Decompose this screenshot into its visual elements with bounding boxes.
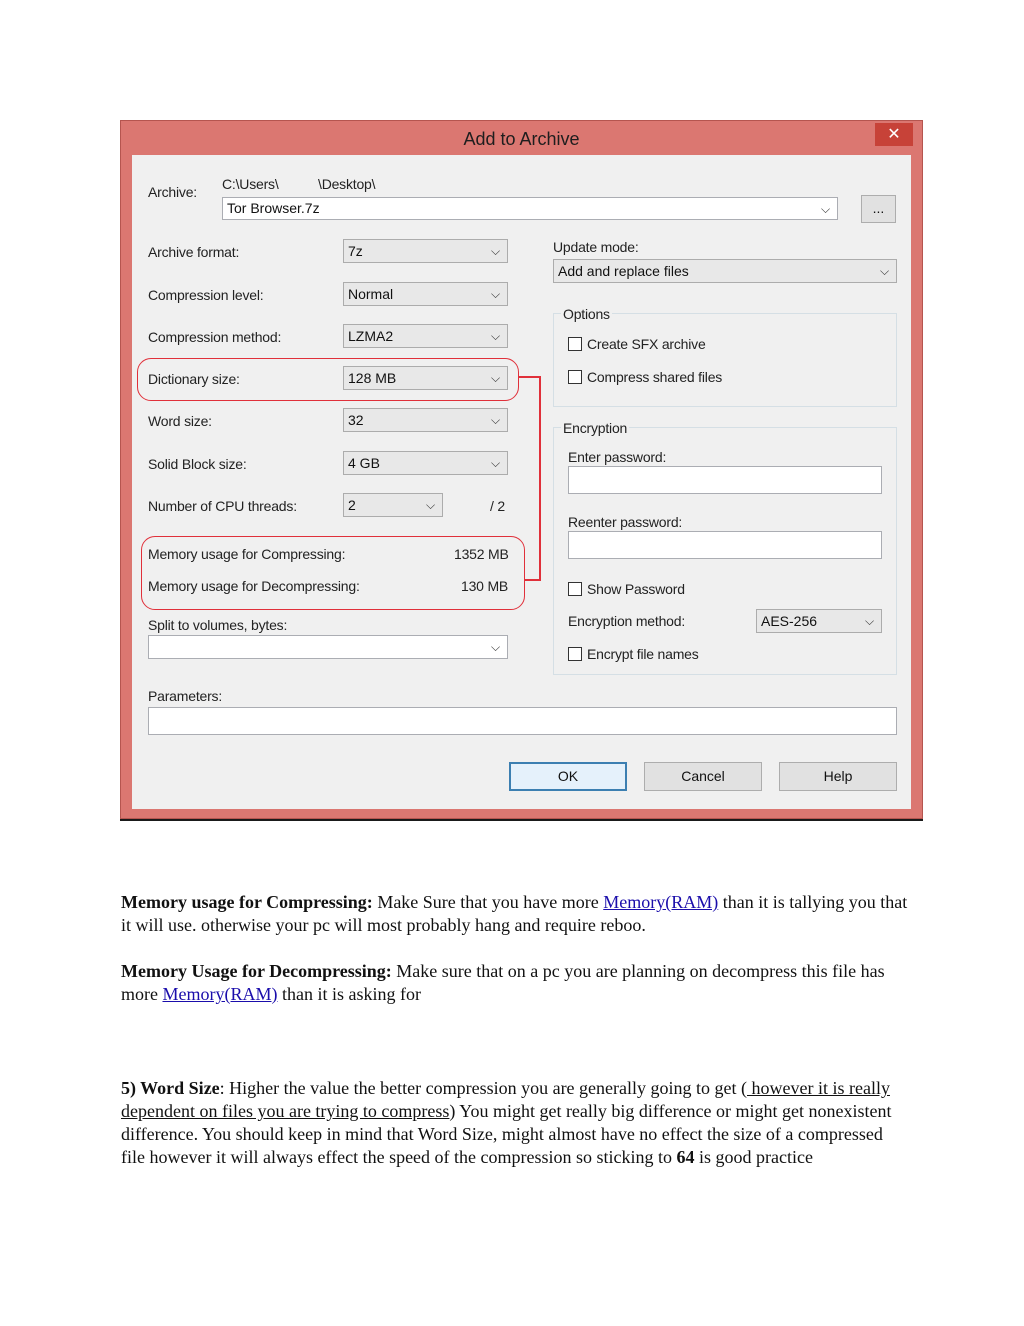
mem-decompress-value: 130 MB <box>461 578 509 594</box>
chevron-down-icon[interactable]: ⌵ <box>491 640 501 654</box>
chevron-down-icon: ⌵ <box>491 371 501 385</box>
compress-shared-label: Compress shared files <box>587 369 723 385</box>
options-group <box>553 313 897 407</box>
memory-usage-highlight <box>141 536 525 610</box>
enter-password-label: Enter password: <box>568 449 667 465</box>
reenter-password-label: Reenter password: <box>568 514 683 530</box>
encryption-method-value: AES-256 <box>761 613 818 629</box>
split-volumes-combo[interactable] <box>148 635 508 659</box>
cpu-threads-max: / 2 <box>490 498 505 514</box>
chevron-down-icon: ⌵ <box>491 413 501 427</box>
word-size-value: 32 <box>348 412 364 428</box>
annotation-connector <box>525 579 541 581</box>
show-password-label: Show Password <box>587 581 685 597</box>
screenshot-frame <box>120 120 923 821</box>
text-run: than it is tallying you that it will use. otherwise your pc will most probably hang and require reboo. <box>121 892 908 935</box>
chevron-down-icon: ⌵ <box>491 244 501 258</box>
options-group-label: Options <box>563 306 610 322</box>
reenter-password-input[interactable] <box>568 531 882 559</box>
cpu-threads-select[interactable] <box>343 493 443 517</box>
archive-name-combo[interactable] <box>222 197 838 220</box>
create-sfx-checkbox[interactable] <box>568 337 582 351</box>
show-password-checkbox[interactable] <box>568 582 582 596</box>
add-to-archive-dialog <box>120 120 923 819</box>
dictionary-size-highlight <box>137 358 519 401</box>
paragraph-memory-decompress <box>121 960 911 1006</box>
parameters-input[interactable] <box>148 707 897 735</box>
title-bar[interactable] <box>121 121 922 155</box>
create-sfx-label: Create SFX archive <box>587 336 706 352</box>
term-memory-compress: Memory usage for Compressing: <box>121 892 373 912</box>
archive-label: Archive: <box>148 184 197 200</box>
compress-shared-checkbox[interactable] <box>568 370 582 384</box>
archive-format-select[interactable] <box>343 239 508 263</box>
update-mode-select[interactable] <box>553 259 897 283</box>
chevron-down-icon: ⌵ <box>865 614 875 628</box>
memory-ram-link[interactable]: Memory(RAM) <box>603 892 719 912</box>
password-input[interactable] <box>568 466 882 494</box>
encryption-method-select[interactable] <box>756 609 882 633</box>
text-run: ) You might get really big difference or might get nonexistent difference. You should keep in mind that Word Size, might almost have no effect the size of a compressed file however it will always effect the speed of the compression so sticking to <box>121 1101 892 1167</box>
update-mode-value: Add and replace files <box>558 263 689 279</box>
archive-format-label: Archive format: <box>148 244 240 260</box>
split-label: Split to volumes, bytes: <box>148 617 288 633</box>
solid-block-value: 4 GB <box>348 455 380 471</box>
mem-compress-value: 1352 MB <box>454 546 509 562</box>
mem-compress-label: Memory usage for Compressing: <box>148 546 346 562</box>
browse-button[interactable]: ... <box>861 195 896 223</box>
term-memory-decompress: Memory Usage for Decompressing: <box>121 961 392 981</box>
paragraph-memory-compress <box>121 891 911 937</box>
paragraph-word-size <box>121 1077 911 1169</box>
compression-level-select[interactable] <box>343 282 508 306</box>
archive-format-value: 7z <box>348 243 363 259</box>
dictionary-size-label: Dictionary size: <box>148 371 240 387</box>
annotation-connector <box>519 376 541 378</box>
archive-path-part1: C:\Users\ <box>222 176 279 192</box>
archive-name-value: Tor Browser.7z <box>227 200 320 216</box>
word-size-recommended: 64 <box>676 1147 695 1167</box>
archive-path-part2: \Desktop\ <box>318 176 376 192</box>
mem-decompress-label: Memory usage for Decompressing: <box>148 578 360 594</box>
dictionary-size-value: 128 MB <box>348 370 397 386</box>
text-run: than it is asking for <box>277 984 421 1004</box>
annotation-connector <box>539 376 541 581</box>
chevron-down-icon: ⌵ <box>491 287 501 301</box>
compression-method-select[interactable] <box>343 324 508 348</box>
dialog-body <box>132 155 911 809</box>
compression-method-value: LZMA2 <box>348 328 394 344</box>
solid-block-label: Solid Block size: <box>148 456 247 472</box>
encrypt-names-label: Encrypt file names <box>587 646 699 662</box>
chevron-down-icon: ⌵ <box>426 498 436 512</box>
memory-ram-link[interactable]: Memory(RAM) <box>162 984 278 1004</box>
text-run: Make sure that on a pc you are planning on decompress this file has more <box>121 961 885 1004</box>
help-button[interactable]: Help <box>779 762 897 791</box>
parameters-label: Parameters: <box>148 688 223 704</box>
term-word-size: 5) Word Size <box>121 1078 220 1098</box>
cancel-button[interactable]: Cancel <box>644 762 762 791</box>
text-run: : Higher the value the better compression you are generally going to get ( <box>219 1078 747 1098</box>
text-run: is good practice <box>694 1147 813 1167</box>
cpu-threads-value: 2 <box>348 497 356 513</box>
close-button[interactable] <box>875 123 913 146</box>
underlined-text: however it is really dependent on files you are trying to compress <box>121 1078 890 1121</box>
compression-method-label: Compression method: <box>148 329 282 345</box>
chevron-down-icon: ⌵ <box>491 456 501 470</box>
text-run: Make Sure that you have more <box>372 892 604 912</box>
word-size-label: Word size: <box>148 413 212 429</box>
close-icon: ✕ <box>887 126 901 143</box>
encryption-method-label: Encryption method: <box>568 613 686 629</box>
chevron-down-icon: ⌵ <box>491 329 501 343</box>
chevron-down-icon[interactable]: ⌵ <box>821 202 831 216</box>
word-size-select[interactable] <box>343 408 508 432</box>
dialog-title: Add to Archive <box>463 129 580 149</box>
compression-level-label: Compression level: <box>148 287 264 303</box>
encryption-group-label: Encryption <box>563 420 628 436</box>
ok-button[interactable]: OK <box>509 762 627 791</box>
chevron-down-icon: ⌵ <box>880 264 890 278</box>
cpu-threads-label: Number of CPU threads: <box>148 498 297 514</box>
update-mode-label: Update mode: <box>553 239 639 255</box>
solid-block-select[interactable] <box>343 451 508 475</box>
encrypt-names-checkbox[interactable] <box>568 647 582 661</box>
compression-level-value: Normal <box>348 286 394 302</box>
